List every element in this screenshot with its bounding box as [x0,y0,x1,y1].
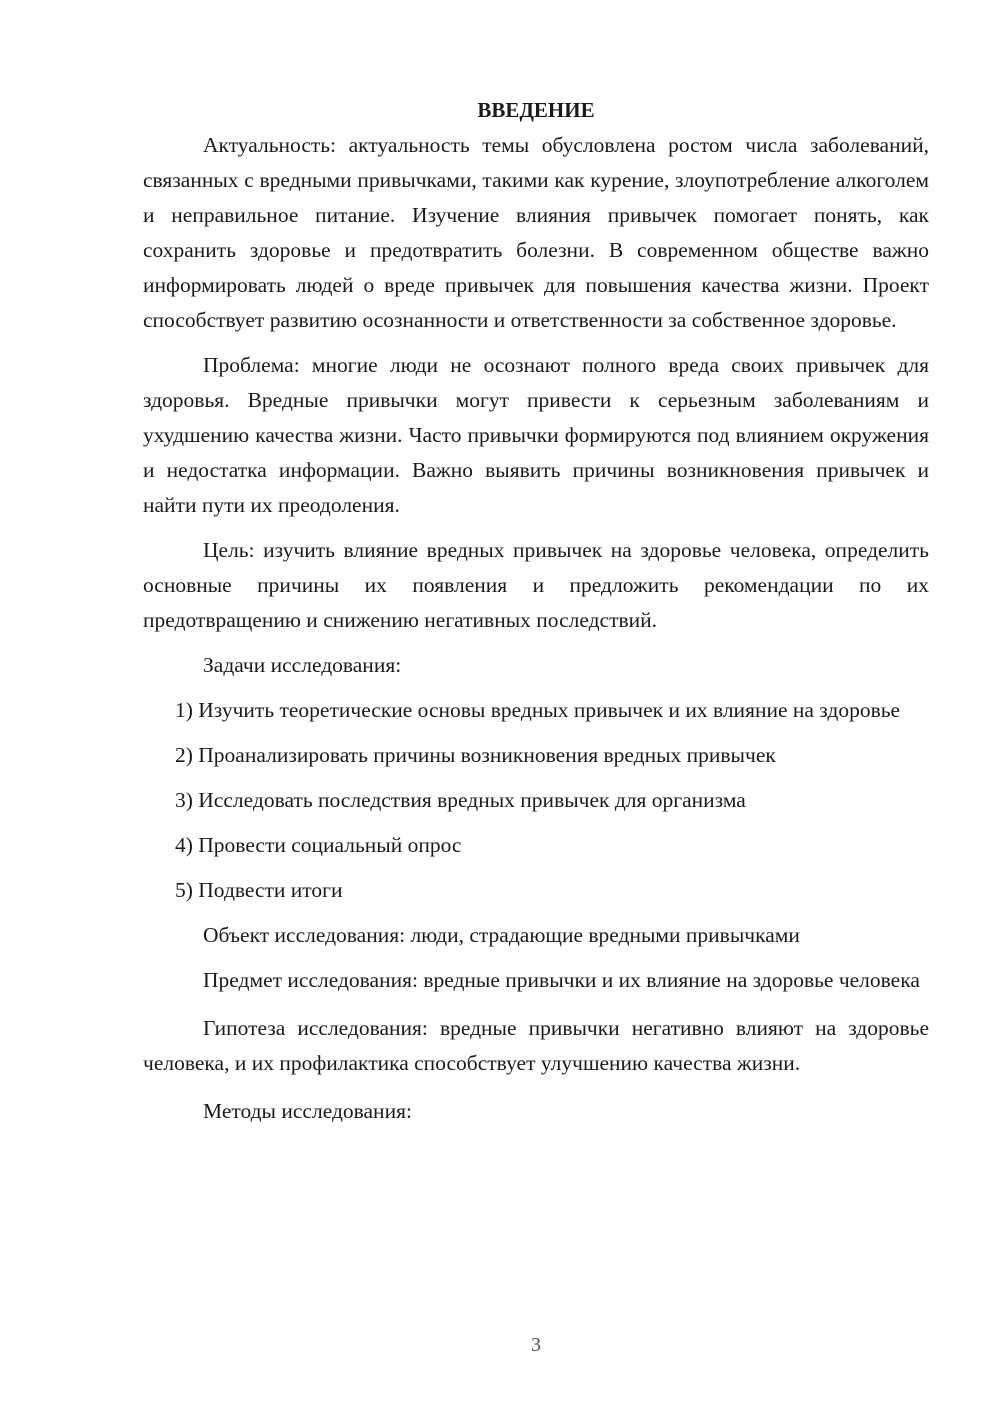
task-item: 1) Изучить теоретические основы вредных привычек и их влияние на здоровье [175,698,901,722]
tasks-heading: Задачи исследования: [203,653,402,677]
research-object: Объект исследования: люди, страдающие вредными привычками [203,923,800,947]
problem-paragraph: Проблема: многие люди не осознают полного вреда своих привычек для здоровья. Вредные привычки могут привести к серьезным заболеваниям и ухудшению качества жизни. Часто привычки формируются под влиянием окружения и недостатка информации. Важно выявить причины возникновения привычек и найти пути их преодоления. [143,353,929,517]
page-content [143,95,929,1129]
research-hypothesis: Гипотеза исследования: вредные привычки негативно влияют на здоровье человека, и их профилактика способствует улучшению качества жизни. [143,1016,929,1075]
task-item: 3) Исследовать последствия вредных привычек для организма [175,788,746,812]
relevance-paragraph: Актуальность: актуальность темы обусловлена ростом числа заболеваний, связанных с вредными привычками, такими как курение, злоупотребление алкоголем и неправильное питание. Изучение влияния привычек помогает понять, как сохранить здоровье и предотвратить болезни. В современном обществе важно информировать людей о вреде привычек для повышения качества жизни. Проект способствует развитию осознанности и ответственности за собственное здоровье. [143,133,929,332]
task-item: 2) Проанализировать причины возникновения вредных привычек [175,743,776,767]
goal-paragraph: Цель: изучить влияние вредных привычек на здоровье человека, определить основные причины их появления и предложить рекомендации по их предотвращению и снижению негативных последствий. [143,538,929,632]
research-methods: Методы исследования: [203,1099,412,1123]
page-number: 3 [531,1334,541,1356]
task-item: 5) Подвести итоги [175,878,343,902]
task-item: 4) Провести социальный опрос [175,833,462,857]
section-title: ВВЕДЕНИЕ [477,98,595,122]
research-subject: Предмет исследования: вредные привычки и их влияние на здоровье человека [203,968,920,992]
